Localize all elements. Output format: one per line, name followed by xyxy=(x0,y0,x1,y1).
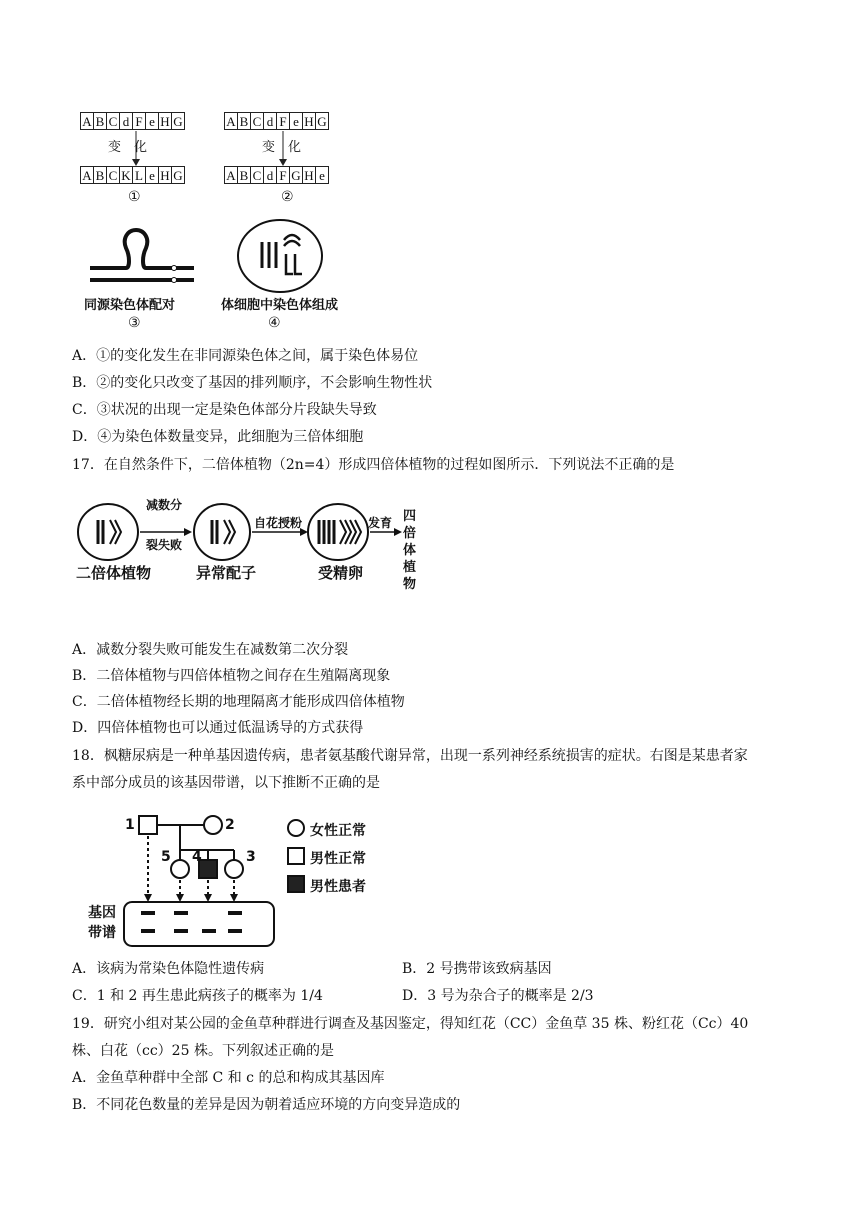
panel2-top-genes xyxy=(225,112,329,130)
q18-stem-line2: 系中部分成员的该基因带谱，以下推断不正确的是 xyxy=(72,775,380,791)
diploid-plant-caption: 二倍体植物 xyxy=(76,564,152,582)
arrow3-label: 发育 xyxy=(368,516,393,530)
legend-male-patient: 男性患者 xyxy=(310,879,366,895)
homologous-chromosome-pairing-drawing xyxy=(86,226,198,288)
zygote-caption: 受精卵 xyxy=(318,564,364,582)
gene-cell: F xyxy=(276,166,290,184)
arrow2-label: 自花授粉 xyxy=(254,516,303,530)
q19-option-b: B．不同花色数量的差异是因为朝着适应环境的方向变异造成的 xyxy=(72,1097,461,1113)
panel1-change-label: 变 化 xyxy=(108,140,148,155)
gene-cell: G xyxy=(171,166,185,184)
q18-stem-line1: 18．枫糖尿病是一种单基因遗传病，患者氨基酸代谢异常，出现一系列神经系统损害的症状。右图是某患者家 xyxy=(72,748,748,764)
gene-cell: G xyxy=(315,112,329,130)
arrow1-label-line1: 减数分 xyxy=(146,498,183,512)
panel1-number: ① xyxy=(128,189,141,205)
q19-stem-line2: 株、白花（cc）25 株。下列叙述正确的是 xyxy=(72,1043,334,1059)
gene-cell: H xyxy=(302,112,316,130)
gene-cell: B xyxy=(237,166,251,184)
gene-cell: d xyxy=(263,112,277,130)
q17-option-d: D．四倍体植物也可以通过低温诱导的方式获得 xyxy=(72,720,364,736)
gene-cell: A xyxy=(80,166,94,184)
gene-cell: B xyxy=(93,112,107,130)
band-label-line1: 基因 xyxy=(88,905,116,921)
q18-option-b: B．2 号携带该致病基因 xyxy=(402,961,552,977)
q16-option-b: B．②的变化只改变了基因的排列顺序，不会影响生物性状 xyxy=(72,375,433,391)
q19-option-a: A．金鱼草种群中全部 C 和 c 的总和构成其基因库 xyxy=(72,1070,385,1086)
gene-cell: A xyxy=(224,166,238,184)
gene-cell: B xyxy=(237,112,251,130)
gene-cell: A xyxy=(224,112,238,130)
gene-cell: C xyxy=(106,112,120,130)
q16-option-d: D．④为染色体数量变异，此细胞为三倍体细胞 xyxy=(72,429,364,445)
gene-cell: e xyxy=(315,166,329,184)
q16-option-c: C．③状况的出现一定是染色体部分片段缺失导致 xyxy=(72,402,377,418)
gene-cell: C xyxy=(250,112,264,130)
gene-cell: d xyxy=(263,166,277,184)
q17-option-b: B．二倍体植物与四倍体植物之间存在生殖隔离现象 xyxy=(72,668,391,684)
pedigree-number-2: 2 xyxy=(225,817,235,833)
pedigree-number-4: 4 xyxy=(192,849,202,865)
gene-cell: C xyxy=(250,166,264,184)
panel2-number: ② xyxy=(281,189,294,205)
gene-cell: F xyxy=(132,112,146,130)
q17-option-a: A．减数分裂失败可能发生在减数第二次分裂 xyxy=(72,642,349,658)
panel1-arrow xyxy=(130,131,142,167)
pedigree-number-5: 5 xyxy=(161,849,171,865)
gene-cell: A xyxy=(80,112,94,130)
panel4-number: ④ xyxy=(268,315,281,331)
gene-cell: G xyxy=(171,112,185,130)
q17-stem: 17．在自然条件下，二倍体植物（2n=4）形成四倍体植物的过程如图所示．下列说法不正确的是 xyxy=(72,457,675,473)
gene-cell: K xyxy=(119,166,133,184)
abnormal-gamete-caption: 异常配子 xyxy=(196,564,257,582)
legend-female-normal: 女性正常 xyxy=(310,823,366,839)
q18-option-c: C．1 和 2 再生患此病孩子的概率为 1/4 xyxy=(72,988,323,1004)
gene-cell: B xyxy=(93,166,107,184)
arrow1-label-line2: 裂失败 xyxy=(146,538,183,552)
q19-stem-line1: 19．研究小组对某公园的金鱼草种群进行调查及基因鉴定，得知红花（CC）金鱼草 35 株、粉红花（Cc）40 xyxy=(72,1016,749,1032)
pedigree-number-3: 3 xyxy=(246,849,256,865)
gene-cell: e xyxy=(289,112,303,130)
gene-cell: d xyxy=(119,112,133,130)
panel1-top-genes xyxy=(81,112,185,130)
q18-option-a: A．该病为常染色体隐性遗传病 xyxy=(72,961,265,977)
panel3-caption: 同源染色体配对 xyxy=(84,298,176,313)
legend-male-normal: 男性正常 xyxy=(310,851,366,867)
somatic-cell-chromosome-drawing xyxy=(236,218,326,296)
q16-option-a: A．①的变化发生在非同源染色体之间，属于染色体易位 xyxy=(72,348,419,364)
tetraploid-plant-label: 四倍体植物 xyxy=(403,509,417,592)
q17-option-c: C．二倍体植物经长期的地理隔离才能形成四倍体植物 xyxy=(72,694,405,710)
panel2-bottom-genes xyxy=(225,166,329,184)
gene-cell: e xyxy=(145,166,159,184)
pedigree-number-1: 1 xyxy=(125,817,135,833)
gene-cell: G xyxy=(289,166,303,184)
legend-symbols xyxy=(286,818,308,894)
band-label-line2: 带谱 xyxy=(88,925,116,941)
gene-cell: H xyxy=(302,166,316,184)
gene-cell: F xyxy=(276,112,290,130)
gene-cell: H xyxy=(158,166,172,184)
gene-cell: L xyxy=(132,166,146,184)
gene-cell: e xyxy=(145,112,159,130)
q18-option-d: D．3 号为杂合子的概率是 2/3 xyxy=(402,988,594,1004)
panel3-number: ③ xyxy=(128,315,141,331)
gene-cell: C xyxy=(106,166,120,184)
panel4-caption: 体细胞中染色体组成 xyxy=(221,298,339,313)
gene-cell: H xyxy=(158,112,172,130)
panel1-bottom-genes xyxy=(81,166,185,184)
panel2-change-label: 变 化 xyxy=(262,140,302,155)
panel2-arrow xyxy=(277,131,289,167)
